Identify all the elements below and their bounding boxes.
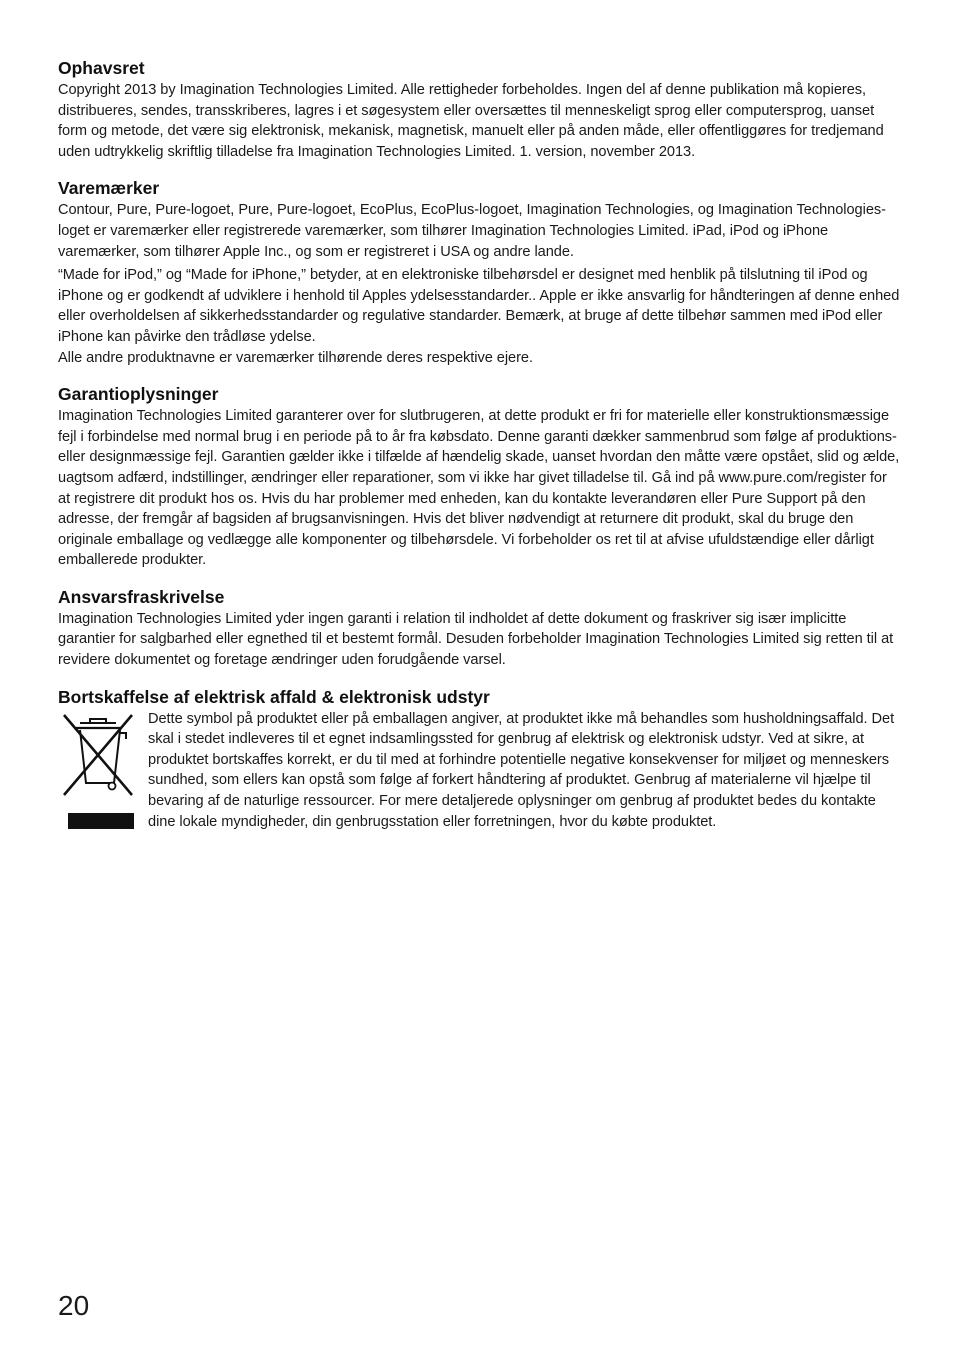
section-title-trademarks: Varemærker bbox=[58, 178, 160, 199]
section-warranty bbox=[58, 384, 900, 571]
section-text-trademarks-3: Alle andre produktnavne er varemærker tilhørende deres respektive ejere. bbox=[58, 349, 533, 366]
page-number: 20 bbox=[58, 1290, 90, 1321]
document-body bbox=[58, 58, 900, 850]
section-text-disposal: Dette symbol på produktet eller på emballagen angiver, at produktet ikke må behandles som husholdningsaffald. Det skal i stedet indleveres til et egnet indsamlingssted for genbrug af elektrisk og elektronisk udstyr. Ved at sikre, at produktet bortskaffes korrekt, er du til med at forhindre potentielle negative konsekvenser for miljøet og menneskers sundhed, som ellers kan opstå som følge af forkert håndtering af produktet. Genbrug af materialerne vil hjælpe til bevaring af de naturlige ressourcer. For mere detaljerede oplysninger om genbrug af produktet bedes du kontakte dine lokale myndigheder, din genbrugsstation eller forretningen, hvor du købte produktet. bbox=[148, 710, 895, 830]
section-title-copyright: Ophavsret bbox=[58, 58, 145, 78]
section-text-trademarks-1: Contour, Pure, Pure-logoet, Pure, Pure-logoet, EcoPlus, EcoPlus-logoet, Imagination Technologies, og Imagination Technologies-loget er varemærker eller registrerede varemærker, som tilhører Imagination Technologies Limited. iPad, iPod og iPhone varemærker, som tilhører Apple Inc., og som er registreret i USA og andre lande. bbox=[58, 202, 886, 260]
section-text-trademarks-2: “Made for iPod,” og “Made for iPhone,” betyder, at en elektroniske tilbehørsdel er designet med henblik på tilslutning til iPod og iPhone og er godkendt af udviklere i henhold til Apples ydelsesstandarder.. Apple er ikke ansvarlig for håndteringen af denne enhed eller overholdelsen af sikkerhedsstandarder og regulative standarder. Bemærk, at bruge af dette tilbehør sammen med iPod eller iPhone kan påvirke den trådløse ydelse. bbox=[58, 267, 900, 345]
disposal-row bbox=[58, 709, 900, 834]
section-text-disclaimer: Imagination Technologies Limited yder ingen garanti i relation til indholdet af dette dokument og fraskriver sig især implicitte garantier for salgbarhed eller egnethed til et bestemt formål. Desuden forbeholder Imagination Technologies Limited sig retten til at revidere dokumentet og foretage ændringer uden forudgående varsel. bbox=[58, 610, 894, 669]
section-title-disposal: Bortskaffelse af elektrisk affald & elektronisk udstyr bbox=[58, 686, 490, 707]
section-title-disclaimer: Ansvarsfraskrivelse bbox=[58, 586, 225, 607]
section-title-warranty: Garantioplysninger bbox=[58, 384, 219, 405]
section-disclaimer bbox=[58, 587, 900, 671]
section-text-warranty: Imagination Technologies Limited garanterer over for slutbrugeren, at dette produkt er fri for materielle eller konstruktionsmæssige fejl i forbindelse med normal brug i en periode på to år fra købsdato. Denne garanti dækker sammenbrud som følge af produktions- eller designmæssige fejl. Garantien gælder ikke i tilfælde af hændelig skade, uanset hvordan den måtte være opstået, slid og ælde, uagtsom adfærd, indstillinger, ændringer eller reparationer, som vi ikke har givet tilladelse til. Gå ind på www.pure.com/register for at registrere dit produkt hos os. Hvis du har problemer med enheden, kan du kontakte leverandøren eller Pure Support på den adresse, der fremgår af bagsiden af brugsanvisningen. Hvis det bliver nødvendigt at returnere dit produkt, skal du bruge den originale emballage og vedlægge alle komponenter og tilbehørsdele. Vi forbeholder os ret til at afvise ufuldstændige eller dårligt emballerede produkter. bbox=[58, 408, 900, 569]
section-copyright bbox=[58, 58, 900, 162]
section-trademarks bbox=[58, 178, 900, 368]
section-disposal bbox=[58, 687, 900, 834]
section-text-copyright: Copyright 2013 by Imagination Technologies Limited. Alle rettigheder forbeholdes. Ingen del af denne publikation må kopieres, distribueres, sendes, transskriberes, lagres i et søgesystem eller oversættes til menneskeligt sprog eller computersprog, uanset form og metode, det være sig elektronisk, mekanisk, magnetisk, manuelt eller på anden måde, eller offentliggøres for tredjemand uden udtrykkelig skriftlig tilladelse fra Imagination Technologies Limited. 1. version, november 2013. bbox=[58, 82, 884, 160]
crossed-out-wheelie-bin-icon bbox=[58, 711, 138, 834]
